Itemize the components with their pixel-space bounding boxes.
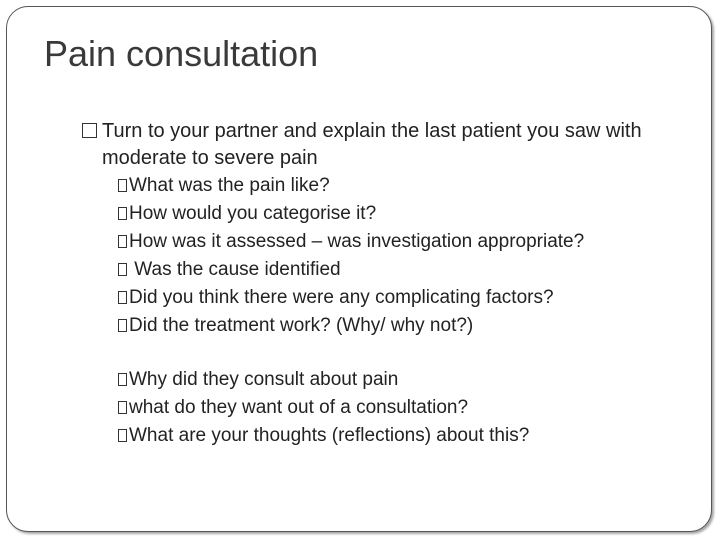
slide-title: Pain consultation	[44, 33, 319, 74]
question-text: Was the cause identified	[129, 259, 341, 280]
question-text: Did the treatment work? (Why/ why not?)	[129, 315, 474, 336]
square-bullet-icon	[82, 123, 97, 138]
question-text: How would you categorise it?	[129, 203, 377, 224]
list-item	[118, 394, 698, 422]
missing-glyph-box-icon	[118, 263, 127, 276]
list-item	[118, 366, 698, 394]
question-text: How was it assessed – was investigation appropriate?	[129, 231, 585, 252]
list-item	[118, 312, 698, 340]
missing-glyph-box-icon	[118, 401, 127, 414]
main-bullet	[82, 118, 682, 172]
list-item	[118, 200, 698, 228]
missing-glyph-box-icon	[118, 235, 127, 248]
list-item	[118, 284, 698, 312]
question-text: Why did they consult about pain	[129, 369, 399, 390]
question-text: What are your thoughts (reflections) about this?	[129, 425, 530, 446]
question-text: Did you think there were any complicating factors?	[129, 287, 554, 308]
missing-glyph-box-icon	[118, 373, 127, 386]
list-item	[118, 172, 698, 200]
missing-glyph-box-icon	[118, 291, 127, 304]
question-text: What was the pain like?	[129, 175, 330, 196]
missing-glyph-box-icon	[118, 207, 127, 220]
missing-glyph-box-icon	[118, 179, 127, 192]
missing-glyph-box-icon	[118, 429, 127, 442]
main-bullet-text: Turn to your partner and explain the last patient you saw with moderate to severe pain	[102, 120, 642, 169]
question-list	[118, 172, 698, 450]
missing-glyph-box-icon	[118, 319, 127, 332]
question-text: what do they want out of a consultation?	[129, 397, 469, 418]
list-item	[118, 256, 698, 284]
list-item	[118, 422, 698, 450]
list-item	[118, 228, 698, 256]
